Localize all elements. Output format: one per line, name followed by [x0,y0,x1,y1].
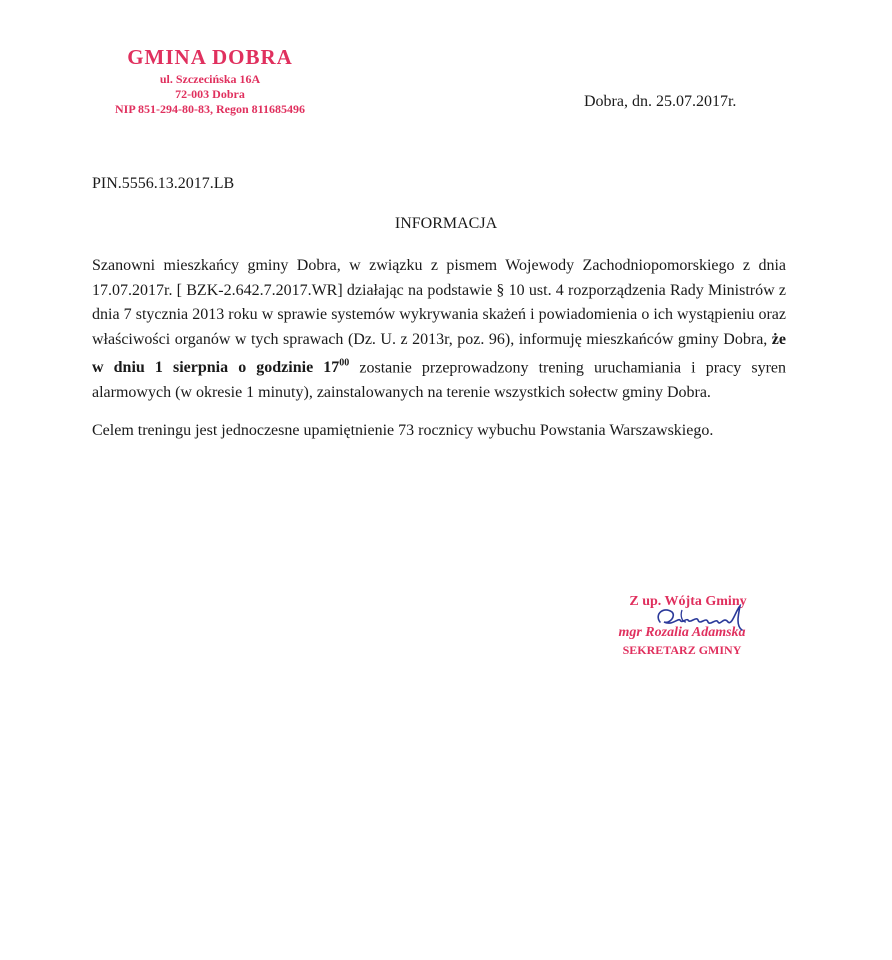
document-body [92,254,786,458]
document-date: Dobra, dn. 25.07.2017r. [584,93,737,110]
bold-date-text: że w dniu 1 sierpnia o godzinie 17 [92,330,786,377]
document-title: INFORMACJA [394,215,498,232]
letterhead-stamp [100,44,320,117]
paragraph-1-text-start: Szanowni mieszkańcy gminy Dobra, w związku z pismem Wojewody Zachodniopomorskiego z dnia 17.07.2017r. [ BZK-2.642.7.2017.WR] działając na podstawie § 10 ust. 4 rozporządzenia Rady Ministrów z dnia 7 stycznia 2013 roku w sprawie systemów wykrywania skażeń i powiadomienia o ich wystąpieniu oraz właściwości organów w tych sprawach (Dz. U. z 2013r, poz. 96), informuję mieszkańców gminy Dobra, [92,257,786,348]
signature-authorization: Z up. Wójta Gminy [629,594,747,609]
stamp-city: 72-003 Dobra [175,87,245,102]
body-paragraph-2: Celem treningu jest jednoczesne upamiętnienie 73 rocznicy wybuchu Powstania Warszawskiego. [92,422,714,440]
stamp-ids: NIP 851-294-80-83, Regon 811685496 [115,102,305,117]
paragraph-1-text-end: zostanie przeprowadzony trening uruchamiania i pracy syren alarmowych (w okresie 1 minuty), zainstalowanych na terenie wszystkich sołectw gminy Dobra. [92,359,787,401]
signature-person: mgr Rozalia Adamska [618,625,746,640]
bold-date-superscript: 00 [339,358,350,369]
stamp-street: ul. Szczecińska 16A [159,72,261,87]
stamp-municipality-name: GMINA DOBRA [127,45,293,69]
signature-role: SEKRETARZ GMINY [622,643,742,657]
body-paragraph-1 [92,254,786,405]
reference-number: PIN.5556.13.2017.LB [92,175,235,192]
handwritten-signature-icon [652,600,762,636]
